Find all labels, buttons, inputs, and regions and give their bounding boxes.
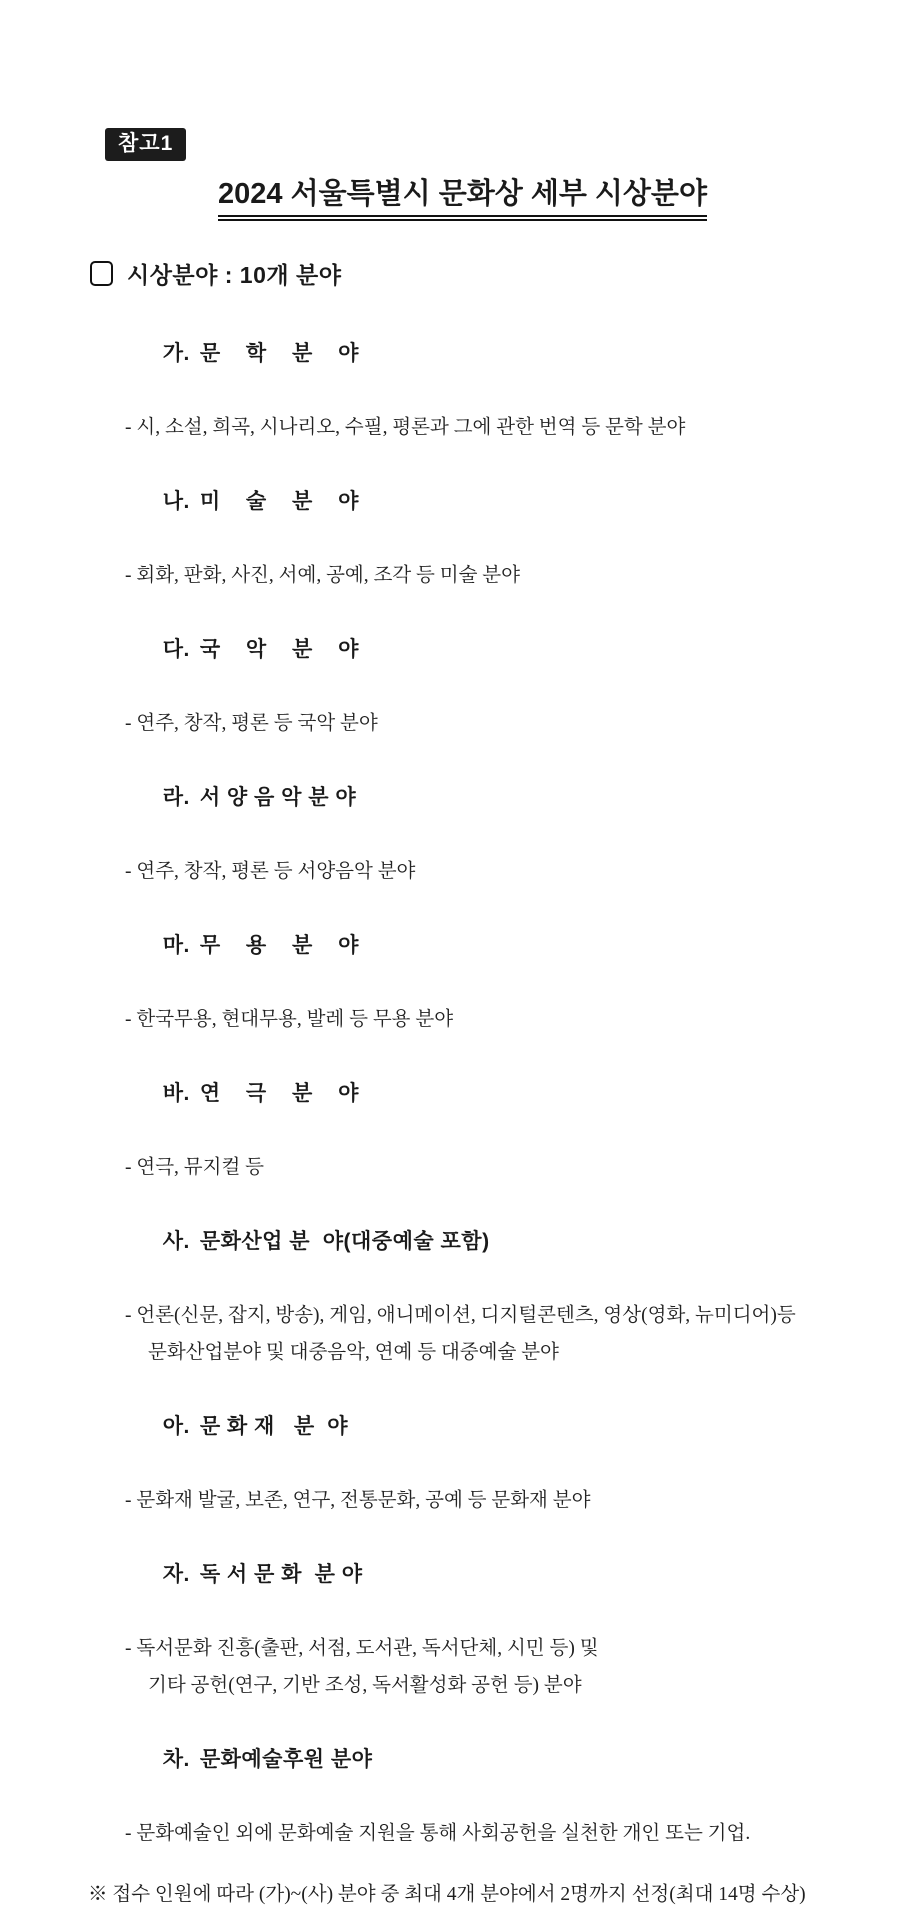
- category-detail: - 문화재 발굴, 보존, 연구, 전통문화, 공예 등 문화재 분야: [125, 1490, 591, 1512]
- category-ma: [112, 890, 835, 1038]
- category-number: 바.: [162, 1082, 190, 1106]
- category-number: 가.: [162, 342, 190, 366]
- category-da: [112, 594, 835, 742]
- category-cha: [112, 1704, 835, 1852]
- title-underline: [218, 171, 707, 221]
- category-title: 국 악 분 야: [199, 638, 359, 662]
- category-number: 사.: [162, 1230, 190, 1254]
- category-title: 독 서 문 화 분 야: [199, 1563, 363, 1587]
- category-title: 서 양 음 악 분 야: [199, 786, 357, 810]
- category-header: [112, 594, 835, 705]
- category-detail: - 연극, 뮤지컬 등: [125, 1157, 265, 1179]
- category-title: 문화산업 분 야(대중예술 포함): [199, 1230, 490, 1254]
- category-detail: - 시, 소설, 희곡, 시나리오, 수필, 평론과 그에 관한 번역 등 문학 분야: [125, 417, 686, 439]
- title-row: [90, 171, 835, 221]
- category-detail-continued: 문화산업분야 및 대중음악, 연예 등 대중예술 분야: [148, 1342, 559, 1364]
- category-number: 자.: [162, 1563, 190, 1587]
- category-number: 다.: [162, 638, 190, 662]
- category-detail: - 문화예술인 외에 문화예술 지원을 통해 사회공헌을 실천한 개인 또는 기업.: [125, 1823, 751, 1845]
- category-a: [112, 1371, 835, 1519]
- category-detail: - 독서문화 진흥(출판, 서점, 도서관, 독서단체, 시민 등) 및: [125, 1638, 599, 1660]
- category-header: [112, 1371, 835, 1482]
- category-header: [112, 446, 835, 557]
- category-title: 문화예술후원 분야: [199, 1748, 373, 1772]
- category-header: [112, 742, 835, 853]
- footnote: ※ 접수 인원에 따라 (가)~(사) 분야 중 최대 4개 분야에서 2명까지 선정(최대 14명 수상): [88, 1884, 806, 1906]
- section-title: 시상분야 : 10개 분야: [127, 262, 342, 289]
- category-header: [112, 1704, 835, 1815]
- category-header: [112, 890, 835, 1001]
- category-header: [112, 1038, 835, 1149]
- section-header: [90, 257, 835, 290]
- category-header: [112, 1186, 835, 1297]
- category-number: 차.: [162, 1748, 190, 1772]
- category-header: [112, 298, 835, 409]
- category-sa: [112, 1186, 835, 1371]
- category-na: [112, 446, 835, 594]
- square-bullet-icon: [90, 261, 113, 286]
- category-header: [112, 1519, 835, 1630]
- category-number: 마.: [162, 934, 190, 958]
- category-title: 문 학 분 야: [199, 342, 359, 366]
- category-list: [112, 298, 835, 1852]
- category-detail: - 회화, 판화, 사진, 서예, 공예, 조각 등 미술 분야: [125, 565, 520, 587]
- category-detail: - 연주, 창작, 평론 등 국악 분야: [125, 713, 378, 735]
- category-ra: [112, 742, 835, 890]
- reference-badge: 참고1: [105, 128, 186, 161]
- category-title: 무 용 분 야: [199, 934, 359, 958]
- category-title: 미 술 분 야: [199, 490, 359, 514]
- category-detail-continued: 기타 공헌(연구, 기반 조성, 독서활성화 공헌 등) 분야: [148, 1675, 582, 1697]
- category-number: 나.: [162, 490, 190, 514]
- category-detail: - 한국무용, 현대무용, 발레 등 무용 분야: [125, 1009, 454, 1031]
- category-title: 연 극 분 야: [199, 1082, 359, 1106]
- category-ga: [112, 298, 835, 446]
- category-ba: [112, 1038, 835, 1186]
- category-detail: - 연주, 창작, 평론 등 서양음악 분야: [125, 861, 416, 883]
- page-title: 2024 서울특별시 문화상 세부 시상분야: [218, 171, 707, 217]
- category-number: 아.: [162, 1415, 190, 1439]
- category-number: 라.: [162, 786, 190, 810]
- category-title: 문 화 재 분 야: [199, 1415, 349, 1439]
- category-detail: - 언론(신문, 잡지, 방송), 게임, 애니메이션, 디지털콘텐츠, 영상(영화, 뉴미디어)등: [125, 1305, 796, 1327]
- category-ja: [112, 1519, 835, 1704]
